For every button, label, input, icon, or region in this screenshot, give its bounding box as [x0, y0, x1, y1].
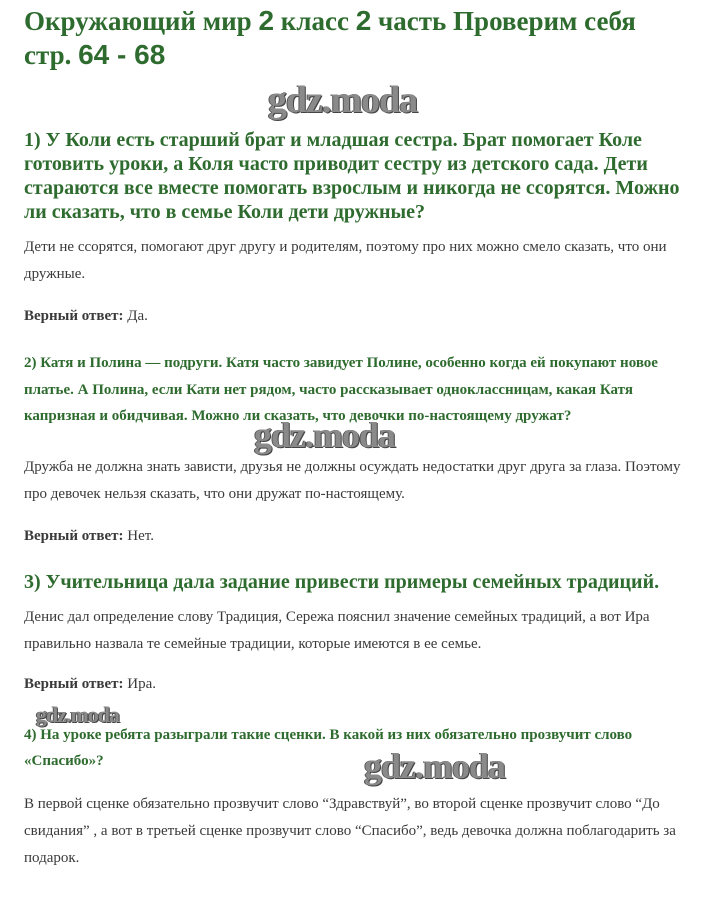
explanation-1: Дети не ссорятся, помогают друг другу и родителям, поэтому про них можно смело сказать, что они дружные. — [24, 239, 667, 282]
question-1: 1) У Коли есть старший брат и младшая сестра. Брат помогает Коле готовить уроки, а Коля часто приводит сестру из детского сада. Дети стараются все вместе помогать взрослым и никогда не ссорятся. Можно ли сказать, что в семье Коли дети дружные? — [24, 129, 680, 223]
watermark-logo: gdz.moda — [268, 79, 418, 121]
watermark-logo: gdz.moda — [364, 746, 506, 786]
explanation-2: Дружба не должна знать зависти, друзья не должны осуждать недостатки друг друга за глаза. Поэтому про девочек нельзя сказать, что они дружат по-настоящему. — [24, 458, 681, 502]
question-4: 4) На уроке ребята разыграли такие сценки. В какой из них обязательно прозвучит слово «Спасибо»? — [24, 726, 633, 769]
watermark-logo: gdz.moda — [36, 702, 120, 727]
explanation-3: Денис дал определение слову Традиция, Сережа пояснил значение семейных традиций, а вот Ира правильно назвала те семейные традиции, которые имеются в ее семье. — [24, 608, 650, 652]
question-3: 3) Учительница дала задание привести примеры семейных традиций. — [24, 570, 660, 593]
answer-1: Верный ответ: Да. — [24, 308, 148, 324]
answer-2: Верный ответ: Нет. — [24, 527, 154, 544]
page-title: Окружающий мир 2 класс 2 часть Проверим себя стр. 64 - 68 — [24, 5, 636, 70]
explanation-4: В первой сценке обязательно прозвучит слово “Здравствуй”, во второй сценке прозвучит слово “До свидания” , а вот в третьей сценке прозвучит слово “Спасибо”, ведь девочка должна поблагодарить за подарок. — [24, 795, 676, 866]
watermark-logo: gdz.moda — [254, 415, 396, 455]
question-2: 2) Катя и Полина — подруги. Катя часто завидует Полине, особенно когда ей покупают новое платье. А Полина, если Кати нет рядом, часто рассказывает одноклассницам, какая Катя капризная и обидчивая. Можно ли сказать, что девочки по-настоящему дружат? — [24, 355, 658, 424]
answer-3: Верный ответ: Ира. — [24, 675, 157, 692]
